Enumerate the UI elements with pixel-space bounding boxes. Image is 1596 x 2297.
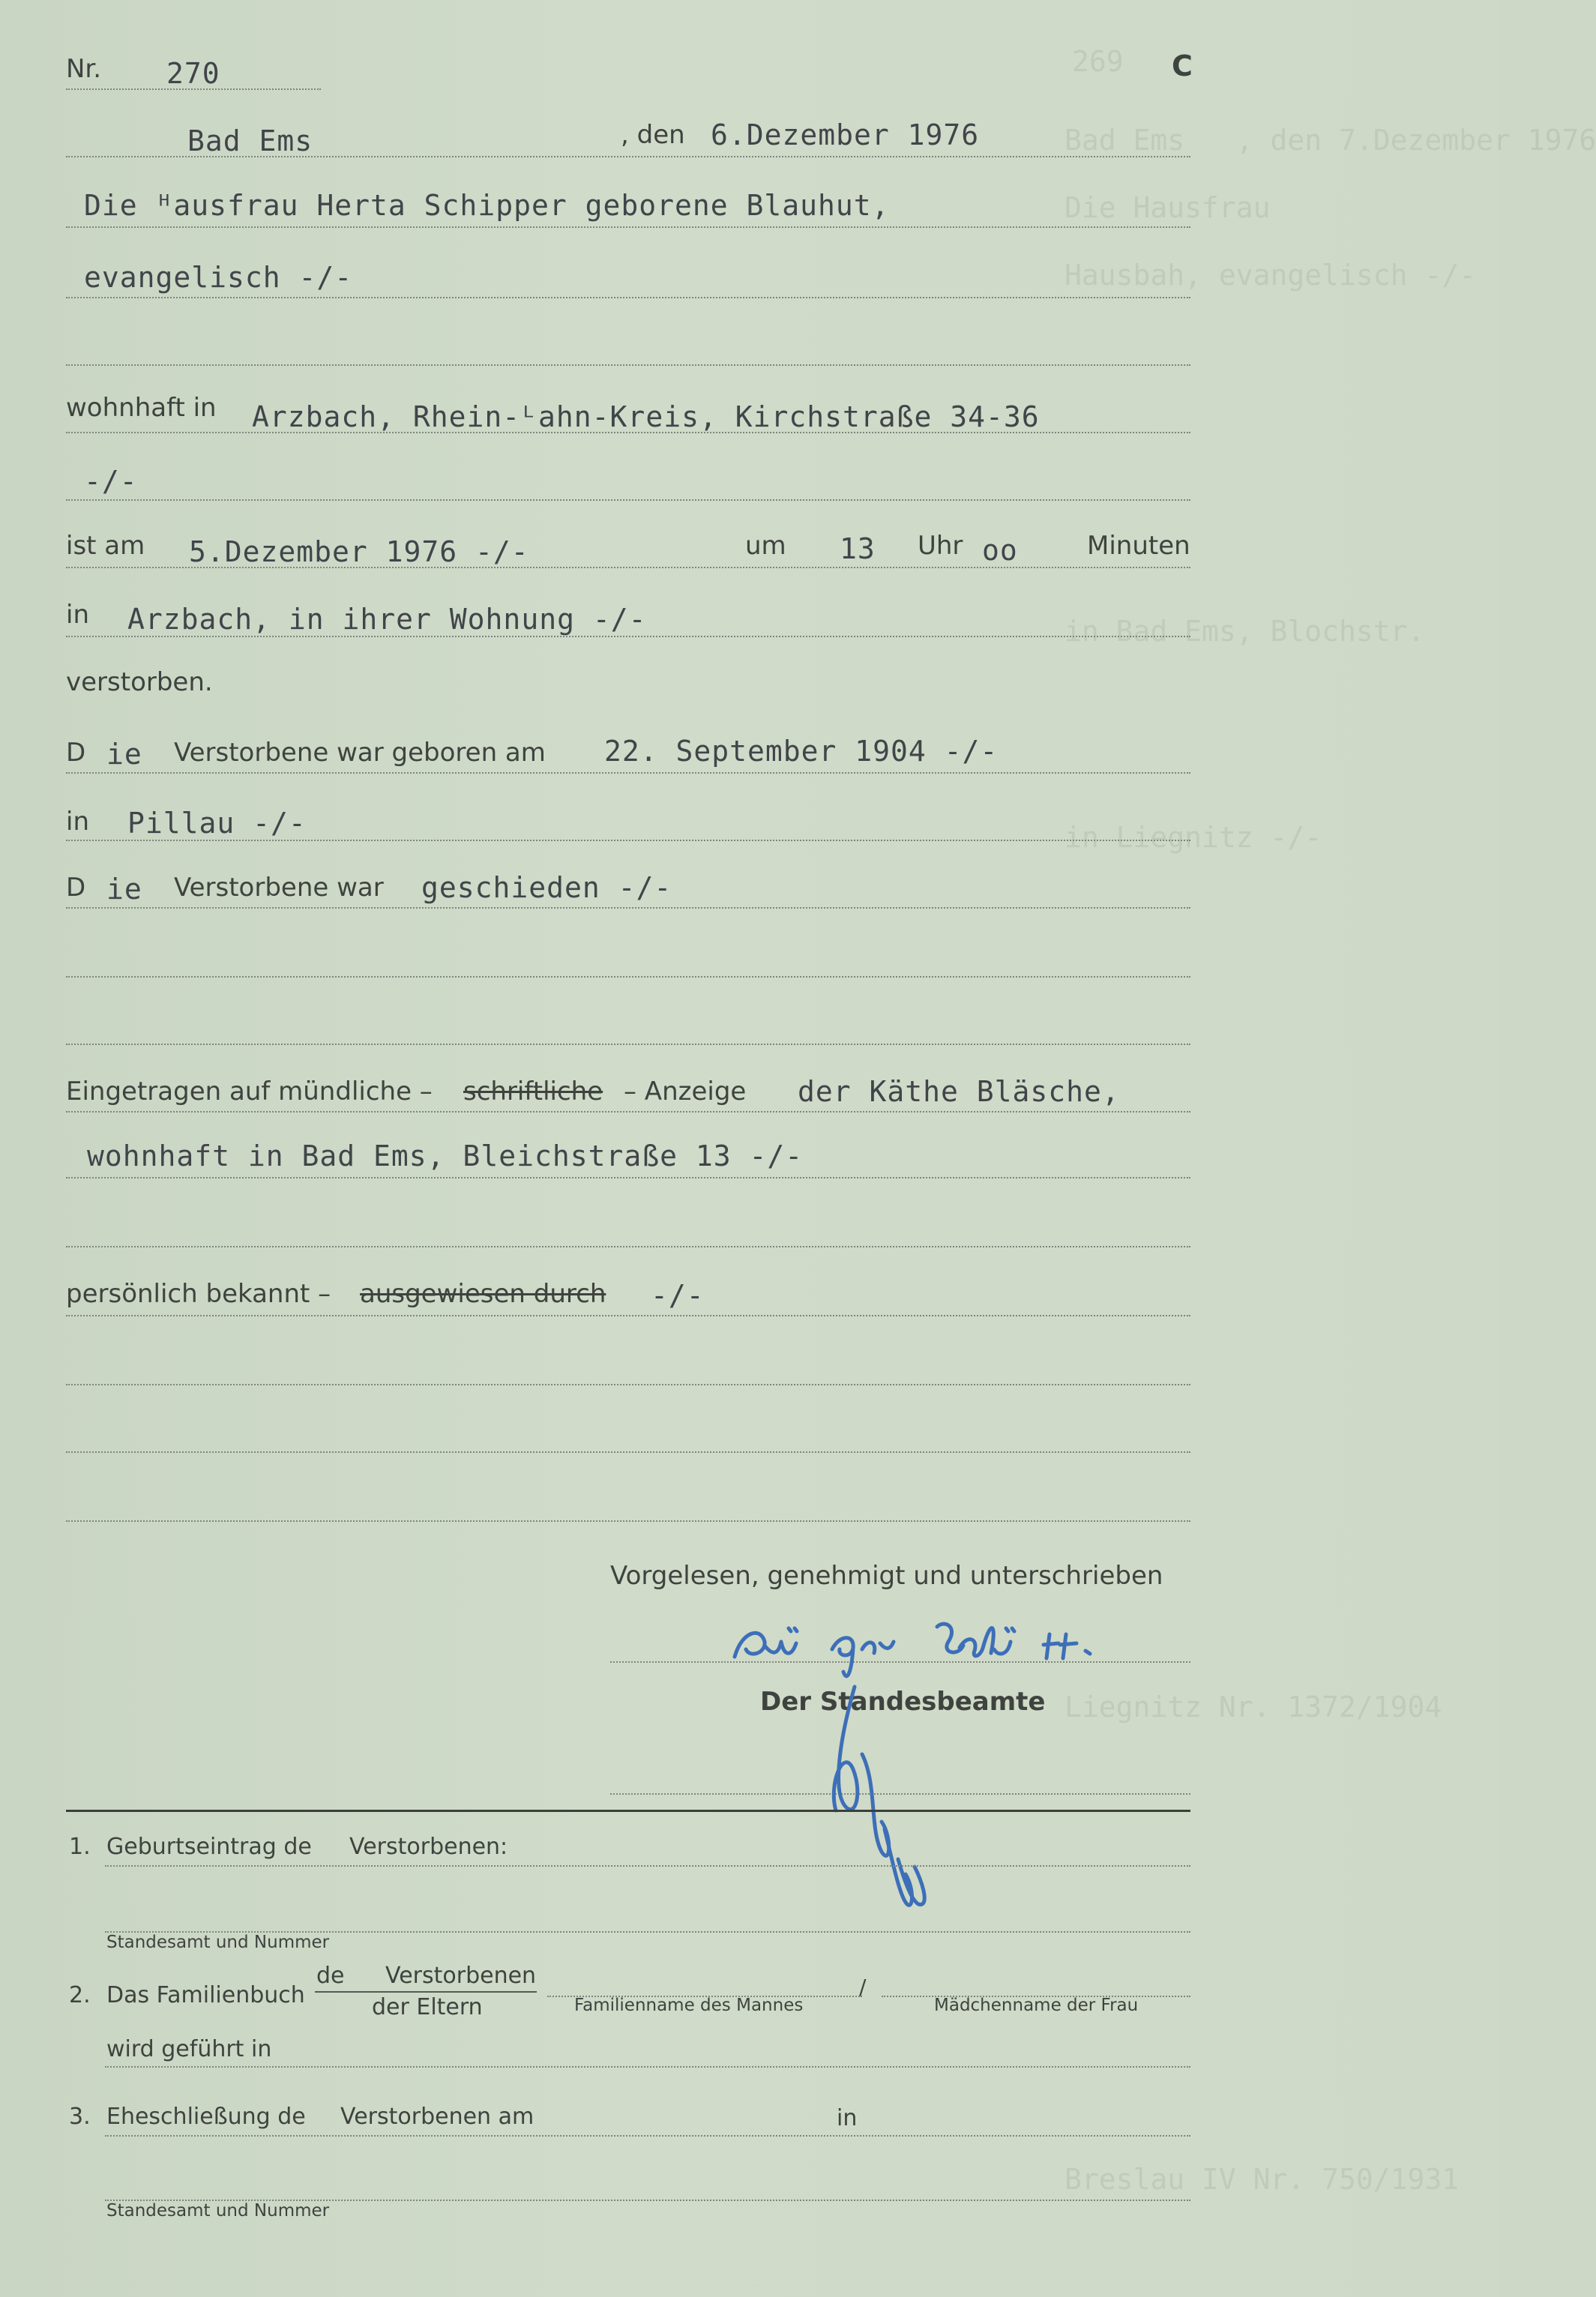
birth-in-label: in — [66, 807, 89, 837]
dotted-line — [66, 1111, 1190, 1113]
dotted-line — [66, 1451, 1190, 1453]
dotted-line — [66, 226, 1190, 228]
born-label-d: D — [66, 738, 86, 768]
item1-caption: Standesamt und Nummer — [106, 1933, 330, 1952]
residence-label: wohnhaft in — [66, 393, 217, 423]
status-label-ie: ie — [106, 873, 142, 906]
born-label: Verstorbene war geboren am — [174, 738, 546, 768]
verstorben-label: verstorben. — [66, 667, 213, 697]
informant-address: wohnhaft in Bad Ems, Bleichstraße 13 -/- — [87, 1140, 804, 1172]
dotted-line — [66, 499, 1190, 501]
marital-status: geschieden -/- — [421, 871, 672, 904]
bleed-through-text: in Bad Ems, Blochstr. — [1064, 615, 1425, 648]
dotted-line — [66, 1384, 1190, 1385]
birth-date: 22. September 1904 -/- — [604, 735, 999, 768]
nr-label: Nr. — [66, 54, 102, 84]
dotted-line — [66, 1315, 1190, 1316]
bleed-through-text: Breslau IV Nr. 750/1931 — [1064, 2163, 1460, 2196]
uhr-label: Uhr — [918, 531, 963, 561]
residence-continued: -/- — [84, 465, 138, 498]
item2-fraction-de: de — [316, 1963, 345, 1989]
known-value: -/- — [651, 1279, 705, 1312]
item3-in-label: in — [837, 2105, 858, 2131]
item3-number: 3. — [69, 2104, 91, 2130]
bleed-through-text: Liegnitz Nr. 1372/1904 — [1064, 1691, 1442, 1723]
item2-line2: wird geführt in — [106, 2036, 272, 2062]
dotted-line — [66, 840, 1190, 841]
death-place: Arzbach, in ihrer Wohnung -/- — [127, 603, 647, 636]
declarant-signature — [720, 1612, 1184, 1687]
status-label-d: D — [66, 873, 86, 903]
death-label: ist am — [66, 531, 145, 561]
entered-label: Eingetragen auf mündliche – — [66, 1077, 433, 1107]
item2-label: Das Familienbuch — [106, 1982, 305, 2008]
entered-label-2: – Anzeige — [624, 1077, 747, 1107]
dotted-line — [66, 567, 1190, 568]
um-label: um — [745, 531, 786, 561]
dotted-line — [66, 297, 1190, 298]
dotted-line — [66, 1044, 1190, 1045]
dotted-line — [66, 636, 1190, 637]
dotted-line — [66, 1246, 1190, 1247]
dotted-line — [66, 88, 321, 90]
registrar-title: Der Standesbeamte — [760, 1687, 1046, 1717]
death-hour: 13 — [840, 532, 876, 565]
death-minutes: oo — [982, 534, 1018, 567]
item1-value: Verstorbenen: — [349, 1834, 508, 1860]
dotted-line — [66, 1520, 1190, 1522]
dotted-line — [66, 1177, 1190, 1178]
bleed-through-text: 269 — [1072, 45, 1124, 78]
birth-place: Pillau -/- — [127, 807, 307, 840]
dotted-line — [105, 1865, 1190, 1867]
bleed-through-text: in Liegnitz -/- — [1064, 821, 1322, 854]
fraction-bar — [315, 1991, 537, 1993]
religion-line: evangelisch -/- — [84, 261, 353, 294]
bleed-through-text: Hausbah, evangelisch -/- — [1064, 259, 1477, 292]
bleed-through-text: Bad Ems , den 7.Dezember 1976 — [1064, 124, 1596, 157]
dotted-line — [105, 2066, 1190, 2068]
dotted-line — [66, 432, 1190, 433]
dotted-line — [66, 364, 1190, 366]
born-label-ie: ie — [106, 738, 142, 771]
dotted-line — [66, 772, 1190, 774]
item3-value: Verstorbenen am — [340, 2104, 534, 2130]
informant-name: der Käthe Bläsche, — [798, 1075, 1120, 1108]
item1-label: Geburtseintrag de — [106, 1834, 312, 1860]
nr-value: 270 — [166, 57, 220, 90]
known-label: persönlich bekannt – — [66, 1279, 331, 1309]
dotted-line — [66, 976, 1190, 978]
status-label: Verstorbene war — [174, 873, 384, 903]
name-separator: / — [859, 1975, 867, 1999]
dotted-line — [105, 2135, 1190, 2137]
minuten-label: Minuten — [1087, 531, 1190, 561]
residence-value: Arzbach, Rhein-ᴸahn-Kreis, Kirchstraße 34-36 — [252, 400, 1040, 433]
form-letter: C — [1172, 49, 1193, 82]
item3-caption: Standesamt und Nummer — [106, 2201, 330, 2221]
husband-name-caption: Familienname des Mannes — [574, 1996, 804, 2015]
item3-label: Eheschließung de — [106, 2104, 306, 2130]
deceased-name-line: Die ᴴausfrau Herta Schipper geborene Blauhut, — [84, 189, 890, 222]
known-struck-option: ausgewiesen durch — [360, 1279, 606, 1309]
in-label: in — [66, 600, 89, 630]
dotted-line — [66, 156, 1190, 157]
item2-fraction-top: Verstorbenen — [385, 1963, 537, 1989]
wife-maiden-name-caption: Mädchenname der Frau — [934, 1996, 1139, 2015]
date-value: 6.Dezember 1976 — [711, 118, 980, 151]
section-divider — [66, 1810, 1190, 1812]
entered-struck-option: schriftliche — [463, 1077, 603, 1107]
item2-fraction-bottom: der Eltern — [372, 1994, 483, 2020]
death-date: 5.Dezember 1976 -/- — [189, 535, 529, 568]
place-value: Bad Ems — [187, 124, 313, 157]
bleed-through-text: Die Hausfrau — [1064, 191, 1271, 224]
registrar-signature — [810, 1679, 945, 1919]
date-label: , den — [621, 120, 685, 150]
item1-number: 1. — [69, 1834, 91, 1860]
read-approved-label: Vorgelesen, genehmigt und unterschrieben — [610, 1561, 1163, 1591]
item2-number: 2. — [69, 1982, 91, 2008]
dotted-line — [66, 907, 1190, 909]
